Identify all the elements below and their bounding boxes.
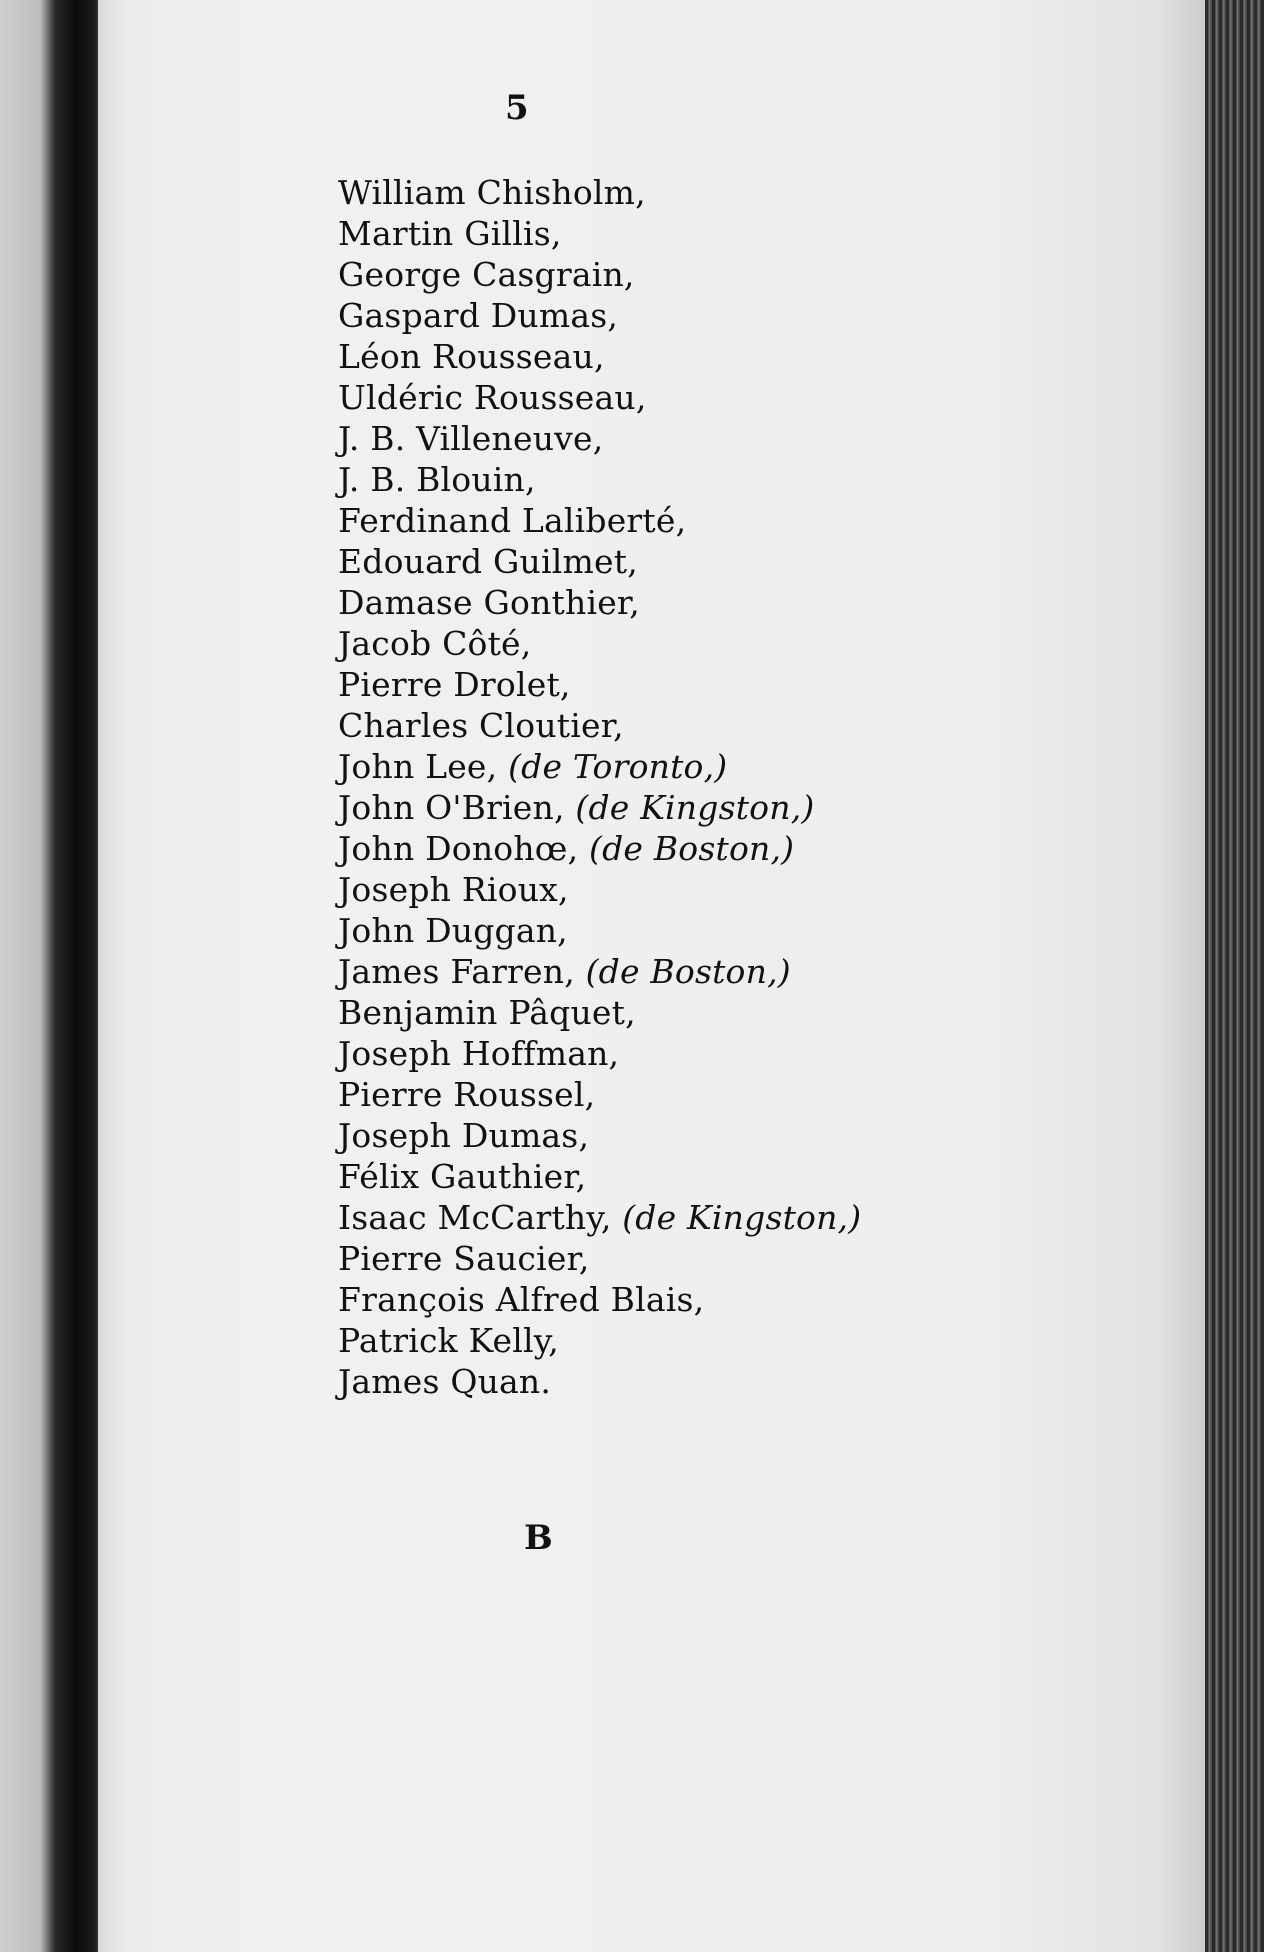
person-name: Pierre Saucier, bbox=[338, 1239, 590, 1278]
person-name: Patrick Kelly, bbox=[338, 1321, 559, 1360]
name-entry bbox=[338, 254, 861, 295]
person-name: J. B. Blouin, bbox=[338, 460, 536, 499]
person-name: Uldéric Rousseau, bbox=[338, 378, 647, 417]
name-entry bbox=[338, 1320, 861, 1361]
name-entry bbox=[338, 1197, 861, 1238]
person-name: Edouard Guilmet, bbox=[338, 542, 638, 581]
name-entry bbox=[338, 787, 861, 828]
person-name: James Farren, bbox=[338, 952, 575, 991]
page-edge-stack bbox=[1205, 0, 1264, 1952]
person-name: Ferdinand Laliberté, bbox=[338, 501, 687, 540]
person-name: Isaac McCarthy, bbox=[338, 1198, 612, 1237]
origin-city: (de Kingston,) bbox=[575, 788, 815, 827]
signature-mark: B bbox=[524, 1518, 553, 1558]
name-entry bbox=[338, 336, 861, 377]
name-entry bbox=[338, 1279, 861, 1320]
name-entry bbox=[338, 951, 861, 992]
name-entry bbox=[338, 418, 861, 459]
name-entry bbox=[338, 295, 861, 336]
page-number: 5 bbox=[505, 88, 529, 128]
person-name: Charles Cloutier, bbox=[338, 706, 624, 745]
book-spine-gutter bbox=[0, 0, 110, 1952]
origin-city: (de Kingston,) bbox=[622, 1198, 862, 1237]
name-entry bbox=[338, 1033, 861, 1074]
person-name: Pierre Roussel, bbox=[338, 1075, 596, 1114]
origin-city: (de Toronto,) bbox=[508, 747, 728, 786]
names-list bbox=[338, 172, 861, 1402]
name-entry bbox=[338, 1238, 861, 1279]
person-name: Damase Gonthier, bbox=[338, 583, 640, 622]
person-name: John O'Brien, bbox=[338, 788, 565, 827]
person-name: William Chisholm, bbox=[338, 173, 646, 212]
person-name: Martin Gillis, bbox=[338, 214, 562, 253]
name-entry bbox=[338, 705, 861, 746]
person-name: J. B. Villeneuve, bbox=[338, 419, 604, 458]
name-entry bbox=[338, 582, 861, 623]
name-entry bbox=[338, 623, 861, 664]
name-entry bbox=[338, 992, 861, 1033]
person-name: John Duggan, bbox=[338, 911, 568, 950]
name-entry bbox=[338, 1115, 861, 1156]
name-entry bbox=[338, 869, 861, 910]
person-name: François Alfred Blais, bbox=[338, 1280, 705, 1319]
person-name: James Quan. bbox=[338, 1362, 552, 1401]
name-entry bbox=[338, 746, 861, 787]
person-name: Joseph Rioux, bbox=[338, 870, 569, 909]
name-entry bbox=[338, 1361, 861, 1402]
name-entry bbox=[338, 1074, 861, 1115]
person-name: Léon Rousseau, bbox=[338, 337, 605, 376]
person-name: Jacob Côté, bbox=[338, 624, 532, 663]
person-name: Gaspard Dumas, bbox=[338, 296, 619, 335]
person-name: George Casgrain, bbox=[338, 255, 635, 294]
person-name: Félix Gauthier, bbox=[338, 1157, 587, 1196]
person-name: Pierre Drolet, bbox=[338, 665, 571, 704]
origin-city: (de Boston,) bbox=[589, 829, 795, 868]
person-name: Benjamin Pâquet, bbox=[338, 993, 636, 1032]
name-entry bbox=[338, 377, 861, 418]
name-entry bbox=[338, 213, 861, 254]
name-entry bbox=[338, 910, 861, 951]
person-name: Joseph Dumas, bbox=[338, 1116, 590, 1155]
origin-city: (de Boston,) bbox=[585, 952, 791, 991]
name-entry bbox=[338, 828, 861, 869]
name-entry bbox=[338, 541, 861, 582]
person-name: Joseph Hoffman, bbox=[338, 1034, 620, 1073]
person-name: John Lee, bbox=[338, 747, 498, 786]
name-entry bbox=[338, 172, 861, 213]
name-entry bbox=[338, 459, 861, 500]
name-entry bbox=[338, 664, 861, 705]
name-entry bbox=[338, 1156, 861, 1197]
person-name: John Donohœ, bbox=[338, 829, 579, 868]
name-entry bbox=[338, 500, 861, 541]
